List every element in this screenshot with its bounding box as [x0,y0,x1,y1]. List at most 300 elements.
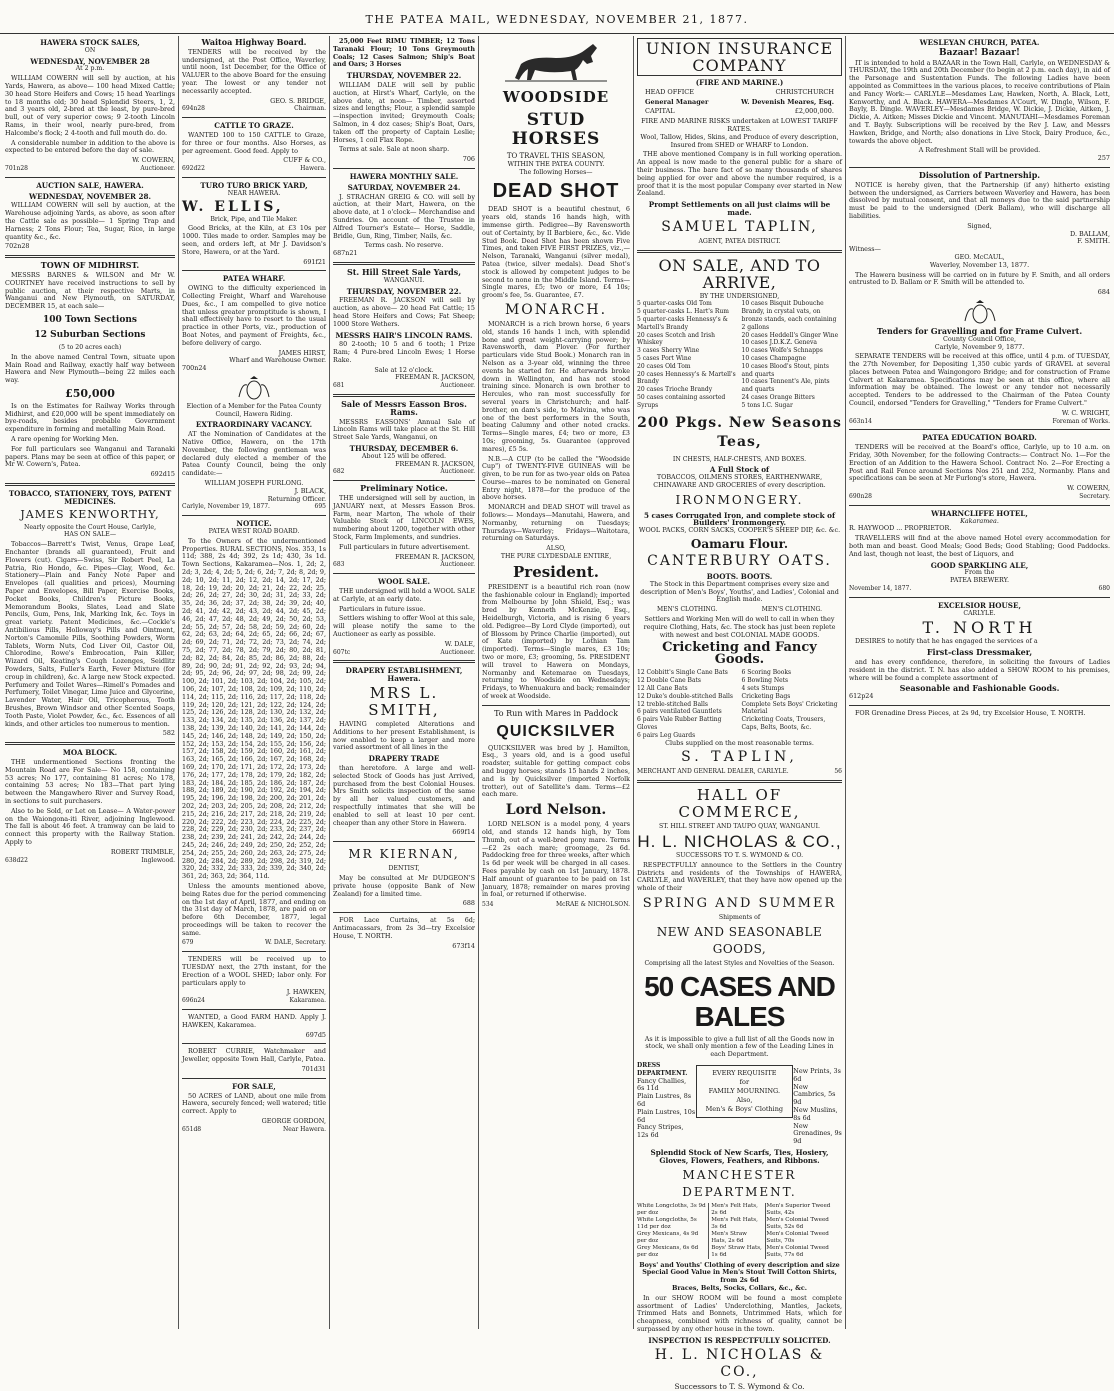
ad-body: In our SHOW ROOM will be found a most complete assortment of Ladies' Underclothing, Mantles, Jackets, Trimmed Hats and Bonnets, Untrimmed Hats, which for cheapness, combined with richness of quality, cannot be surpassed by any other house in the town. [637,1293,842,1333]
list-item: Men's Straw Hats, 2s 6d [711,1230,747,1244]
ad-subheading: IN CHESTS, HALF-CHESTS, AND BOXES. [672,455,807,463]
ad-ref: 688 [462,899,475,908]
ad-signature: W. C. WRIGHT, [1061,408,1110,417]
list-item: 12 Duke's double-stitched Balls [637,692,733,700]
ad-place: Inglewood. [141,856,175,864]
list-item: Plain Lustres, 10s 6d [637,1107,696,1124]
ad-date: WEDNESDAY, NOVEMBER 28. [29,191,151,201]
ad-date: Carlyle, November 19, 1877. [182,503,270,511]
horse-name: QUICKSILVER [496,722,616,740]
ad-body: Particulars in future issue. [339,604,426,613]
dept-list [637,1078,696,1140]
ad-body: QUICKSILVER was bred by J. Hamilton, Esq., 3 years old, and is a good useful roadster, suitable for getting compact cobs and buggy horses; stands 15 hands 2 inches, and is by Quicksilver (imported Norfolk trotter), out of Satellite's dam. Terms—£2 each mare. [482,743,630,799]
ad-subheading: (FIRE AND MARINE.) [695,78,784,87]
ad-body: AT the Nomination of Candidates at the Native Office, Hawera, on the 17th November, the following gentleman was declared duly elected a member of the Patea County Council, being the only candidate:— [182,430,326,478]
horse-name: DEAD SHOT [492,180,620,203]
ad-signature: J. BLACK, [294,486,326,495]
horse-icon [501,38,611,84]
ad-ref: 607tc [333,648,351,656]
ad-body: Terms cash. No reserve. [364,241,444,250]
ad-body: NOTICE is hereby given, that the Partnership (if any) hitherto existing between the undersigned, as Carriers between Waverley and Hawera, has been dissolved by mutual consent, and that all moneys due to the said partnership must be paid to the undersigned (Derk Ballam), who will discharge all liabilities. [849,180,1110,220]
ad-place: Near Hawera. [282,1125,326,1133]
ad-subheading: Shipments of [718,914,761,921]
list-item: 5 quarter-casks L. Hart's Rum [637,308,729,316]
ad-date: THURSDAY, NOVEMBER 22. [346,71,462,81]
ad-body: RESPECTFULLY announce to the Settlers in the Country Districts and residents of the Townships of HAWERA, CARLYLE, and WAVERLEY, that they have now opened up the whole of their [637,860,842,893]
ad-body: Good Bricks, at the Kiln, at £3 10s per 1000. Tiles made to order. Samples may be seen, and orders left, at Mr J. Davidson's Store, Hawera, or at the Yard. [182,224,326,256]
ad-name: S. TAPLIN, [681,749,798,766]
ad-date: SATURDAY, NOVEMBER 24. [347,182,461,192]
ad-body: PRESIDENT is a beautiful rich roan (now the fashionable colour in England); imported from Melbourne by John Shield, Esq.; was bred by Kenneth McKenzie, Esq., Heidelburgh, Victoria, and is rising 6 years old. Pedigree—By Lord Clyde (imported), out of Blossom by Prince Charlie (imported), out of Kate (imported) by Lothian Tam (imported). Terms—Single mares, £3 10s; two or more, £3; grooming, 5s. PRESIDENT will travel to Hawera on Mondays, Normanby and Ketemarae on Tuesdays, returning to Woodside on Wednesdays; Fridays, to Whenuakura and back; remainder of week at Woodside. [482,582,630,701]
ad-heading: Election of a Member for the Patea County Council, Hawera Riding. [186,402,322,418]
ad-date: WEDNESDAY, NOVEMBER 28 [30,56,150,66]
ad-body: N.B.—A CUP (to be called the "Woodside Cup") of TWENTY-FIVE GUINEAS will be given, to be run for as two-year olds on Patea Course—mares to be nominated on General Entry night, 1878—for the produce of the above horses. [482,454,630,502]
ad-place: Hawera. [300,165,326,173]
ad-subheading: THE PURE CLYDESDALE ENTIRE, [500,553,612,561]
ad-body: In the above named Central Town, situate upon Main Road and Railway, exactly half way between Hawera and New Plymouth—being 22 miles each way. [5,352,175,385]
list-item: Men's Felt Hats, 3s 6d [711,1216,758,1230]
ad-body: SEPARATE TENDERS will be received at this office, until 4 p.m. of TUESDAY, the 27th November, for Depositing 1,350 cubic yards of GRAVEL at several places between Patea and Waingongoro Bridge; and for construction of Frame Culvert at Kakaramea. Specifications may be seen at this office, where all information may be obtained. The lowest or any tender not necessarily accepted. Tenders to be addressed to the Chairman of the Patea County Council, endorsed "Tenders for Gravelling," "Tenders for Frame Culvert." [849,352,1110,408]
ad-body: THE undersigned will sell by auction, in JANUARY next, at Messrs Easson Bros. Farm, near Marton, The whole of their Valuable Stock of LINCOLN EWES, numbering about 1200, together with other Stock, Farm Implements, and sundries. [333,494,475,542]
list-item: Plain Lustres, 8s 6d [637,1092,692,1108]
ad-highlight: Oamaru Flour. [690,537,789,552]
ad-role: Auctioneer. [440,561,475,569]
ad-ref: 683 [333,561,345,569]
ad-heading: PATEA WHARF. [222,274,286,284]
list-item: 20 cases Old Tom [637,362,691,370]
ad-subheading: NEAR HAWERA. [227,189,281,197]
ad-name: SAMUEL TAPLIN, [661,218,818,235]
ad-ref: 696n24 [182,997,205,1005]
ad-highlight: MESSRS HAIR'S LINCOLN RAMS. [335,330,473,340]
list-item: 5 quarter-casks Old Tom [637,300,712,308]
ad-body: FREEMAN R. JACKSON will sell by auction, as above— 20 head Fat Cattle; 15 head Store Heifers and Cows; Fat Sheep; 1000 Store Wethers. [333,296,475,328]
ad-body: MESSRS BARNES & WILSON and Mr W. COURTNEY have received instructions to sell by public auction, at their respective Marts, in Wanganui and New Plymouth, on SATURDAY, DECEMBER 15, at each sale— [5,270,175,311]
ad-highlight: First-class Dressmaker, [926,647,1033,658]
ad-body: WILLIAM COWERN will sell by auction, at the Warehouse adjoining Yards, as above, as soon after the Cattle sale as possible— 1 Spring Trap and Harness; 2 Tons Flour; Tea, Sugar, Rice, in large quantity &c., &c. [5,201,175,241]
table-cell: W. Devenish Meares, Esq. [740,97,834,106]
ad-role: Auctioneer. [440,648,475,656]
ad-signature: F. SMITH. [1077,237,1110,246]
ad-heading: HAWERA STOCK SALES, [40,38,140,47]
ad-body: WANTED, a Good FARM HAND. Apply J. HAWKEN, Kakaramea. [182,1013,326,1029]
ad-heading: To Run with Mares in Paddock [494,708,618,718]
list-item: Grey Mexicans, 6s 6d per doz [637,1244,699,1258]
dept-list [793,1062,842,1146]
ad-subheading: Successors to T. S. Wymond & Co. [674,1381,805,1391]
ad-name: JAMES KENWORTHY, [20,507,160,521]
ad-highlight: 12 Suburban Sections [34,329,146,340]
list-item: 6 Scoring Books [741,669,792,677]
list-item: Cricketing Coats, Trousers, Caps, Belts, Boots, &c. [741,716,826,732]
ad-subheading: Brick, Pipe, and Tile Maker. [210,215,298,223]
ad-heading: WESLEYAN CHURCH, PATEA. [919,38,1040,47]
ad-body: WILLIAM DALE will sell by public auction, at Hirst's Wharf, Carlyle, on the above date, at noon— Timber, assorted sizes and lengths; Flour, a splendid sample—inspection invited; Greymouth Coals; Salmon, in 4 doz cases; Ship's Boat, Oars, taken off the property of Captain Leslie; Horses, 1 coil Flax Rope. [333,80,475,144]
ad-signature: FREEMAN R. JACKSON, [395,373,475,382]
ad-heading: DRAPERY ESTABLISHMENT, Hawera. [345,666,463,684]
ad-signature: FREEMAN R. JACKSON, [395,459,475,468]
ad-subheading: SUCCESSORS TO T. S. WYMOND & CO. [675,852,804,860]
ad-subheading: MEN'S CLOTHING. [761,606,822,614]
ad-heading: EXCELSIOR HOUSE, [938,600,1021,610]
ad-ref: 701d31 [301,1065,326,1074]
ad-subheading: INSPECTION IS RESPECTFULLY SOLICITED. [648,1335,831,1345]
ad-highlight: Bazaar! Bazaar! [939,47,1020,58]
list-item: 10 cases Bisquit Dubouche Brandy, in crystal vats, on bronze stands, each containing 2 gallons [741,300,837,331]
ad-role: Returning Officer. [267,494,326,503]
list-item: 12 All Cane Bats [637,685,688,693]
ad-heading: NOTICE. [236,519,272,529]
ad-signature: FREEMAN R. JACKSON, [395,552,475,561]
ad-body: The Stock in this Department comprises every size and description of Men's Boys', Youths', and Ladies', Colonial and English made. [640,579,839,604]
ad-body: MONARCH is a rich brown horse, 6 years old, stands 16 hands 1 inch, with splendid bone and great weight-carrying power; by Ravensworth, dam Plover. (For further particulars vide Stud Book.) Monarch ran in Nelson as a 3-year old, winning the three events he started for. He afterwards broke down in Wellington, and has not stood training since. Monarch is own brother to Hercules, who ran most successfully for several years in Christchurch; and half-brother, on dam's side, to Malvina, who was one of the best performers in the South, beating Calumny and other noted cracks. Terms—Single mares, £4; two or more, £3 10s; grooming, 5s. Guarantee (approved mares), £5 5s. [482,319,630,453]
ad-heading: TOBACCO, STATIONERY, TOYS, PATENT MEDICINES. [8,489,172,506]
list-item: 12 Cobbitt's Single Cane Bats [637,669,728,677]
ad-name: MR KIERNAN, [348,847,460,862]
list-item: Men's Colonial Tweed Suits, 77s 6d [766,1244,829,1258]
dept-list [637,1203,708,1259]
list-right [742,300,843,409]
ad-subheading: A Full Stock of [709,465,770,475]
ad-role: MERCHANT AND GENERAL DEALER, CARLYLE. [637,768,789,776]
ad-body: 80 2-tooth; 10 5 and 6 tooth; 1 Prize Ram; 4 Pure-bred Lincoln Ewes; 1 Horse Rake. [333,340,475,364]
list-item: 20 cases Heddell's Ginger Wine [741,331,839,339]
ad-signature: CUFF & CO., [283,156,326,165]
ad-heading: TOWN OF MIDHIRST. [40,260,140,271]
ad-heading: CATTLE TO GRAZE. [214,121,294,131]
ad-body: 5 cases Corrugated Iron, and complete stock of Builders' Ironmongery. [643,510,836,528]
ad-subheading: BY THE UNDERSIGNED, [699,292,780,300]
ad-signature: McRAE & NICHOLSON. [555,901,630,909]
ad-subheading: (5 to 20 acres each) [58,343,122,351]
ad-name: H. L. NICHOLAS & CO., [637,832,842,852]
list-item: Complete Sets Boys' Cricketing Material [741,700,838,716]
ad-subheading: Nearly opposite the Court House, Carlyle, [23,523,157,531]
ad-body: Splendid Stock of New Scarfs, Ties, Hosiery, Gloves, Flowers, Feathers, and Ribbons. [650,1147,829,1165]
ad-highlight: Seasonable and Fashionable Goods. [899,683,1060,694]
ad-heading: Preliminary Notice. [360,483,448,494]
ad-date: November 14, 1877. [849,585,912,593]
ad-signature: GEO. S. BRIDGE, [270,96,326,105]
list-item: Fancy Stripes, 12s 6d [637,1123,684,1140]
column-4 [478,36,633,1329]
ad-subheading: HAS ON SALE— [63,531,117,539]
list-item: Fancy Challies, 6s 11d [637,1076,687,1093]
ad-ref: 697d5 [305,1030,326,1039]
ad-ref: 692d15 [150,470,175,479]
ad-heading: AUCTION SALE, HAWERA. [36,180,144,190]
ad-body: Boys' and Youths' Clothing of every description and size [639,1260,840,1269]
ad-body: THE undersigned will hold a WOOL SALE at Carlyle, at an early date. [333,587,475,603]
ad-heading: MANCHESTER DEPARTMENT. [682,1167,797,1199]
ad-subheading: Carlyle, November 9, 1877. [934,342,1025,351]
list-item: White Longcloths, 5s 11d per doz [637,1216,697,1230]
ad-body: TENDERS will be received up to TUESDAY next, the 27th instant, for the Erection of a WOOL SHED; labor only. For particulars apply to [182,955,326,987]
ad-heading: WHARNCLIFFE HOTEL, [931,508,1028,518]
ad-date: THURSDAY, NOVEMBER 22. [346,286,462,296]
ad-name: MRS L. SMITH, [368,683,440,719]
table-cell: General Manager [645,97,709,106]
ad-body: Signed, [967,221,992,230]
ad-body: Special Good Value in Men's Stout Twill Cotton Shirts, from 2s 6d [642,1268,837,1285]
ad-subheading: DENTIST, [388,865,420,873]
list-item: 20 cases Scotch and Irish Whiskey [637,331,716,347]
ad-body: FOR Grenadine Dress Pieces, at 2s 9d, try Excelsior House, T. NORTH. [855,708,1086,717]
ad-subheading: PATEA WEST ROAD BOARD. [208,528,300,536]
ad-body: MESSRS EASSONS' Annual Sale of Lincoln Rams will take place at the St. Hill Street Sale Yards, Wanganui, on [333,417,475,442]
ad-heading: BOOTS. BOOTS. [706,572,773,582]
ad-body: WANTED 100 to 150 CATTLE to Graze, for three or four months. Also Horses, as per agreement. Good feed. Apply to [182,130,326,155]
dept-list [708,1203,766,1259]
ad-name: W. ELLIS, [182,198,284,215]
ad-time: Sale at 12 o'clock. [374,365,434,374]
ad-body: TRAVELLERS will find at the above named Hotel every accommodation for both man and beast. Good Meals; Good Beds; Good Stabling; Good Paddocks. And last, though not least, the best of Liquors, and [849,534,1110,558]
ad-body: TOBACCOS, OILMENS STORES, EARTHENWARE, CHINAWARE AND GROCERIES of every description. [653,473,826,489]
ad-signature: W. COWERN, [1067,484,1110,493]
column-2 [178,36,329,1329]
royal-crest-icon [960,299,1000,325]
ad-highlight: 100 Town Sections [43,314,137,325]
ad-ref: 638d22 [5,856,28,864]
ad-subheading: DRAPERY TRADE [368,754,440,764]
ad-subheading: ON [84,46,96,54]
list-item: Grey Mexicans, 4s 9d per doz [637,1230,699,1244]
box-text: FAMILY MOURNING. [708,1086,781,1095]
list-item: 20 cases Hennessy's & Martell's Brandy [637,370,736,386]
ad-ref: 257 [1097,154,1110,163]
ad-body: FOR Lace Curtains, at 5s 6d; Antimacassars, from 2s 3d—try Excelsior House, T. NORTH. [333,916,475,940]
list-item: 10 cases Tennent's Ale, pints and quarts [741,378,830,394]
ad-heading: Dissolution of Partnership. [918,169,1041,180]
ad-body: ROBERT CURRIE, Watchmaker and Jeweller, opposite Town Hall, Carlyle, Patea. [182,1047,326,1064]
ad-body: TENDERS will be received by the undersigned, at the Post Office, Waverley, until noon, 1st December, for the Office of VALUER to the above Board for the ensuing year. The lowest or any tender not necessarily accepted. [182,47,326,95]
box-text: Men's & Boys' Clothing [705,1104,784,1113]
royal-crest-icon [234,375,274,401]
ad-highlight: NEW AND SEASONABLE GOODS, [656,924,823,956]
list-item: 12 treble-stitched Balls [637,700,708,708]
column-1 [2,36,178,1329]
ad-ref: 679 [182,939,194,947]
list-item: New Grenadines, 9s 9d [793,1121,842,1146]
ad-body: IT is intended to hold a BAZAAR in the Town Hall, Carlyle, on WEDNESDAY & THURSDAY, the 19th and 20th December (to begin at 2 p.m. each day), in aid of the Parsonage and Sustentation Funds. The following Ladies have been appointed as Committees in the various places, to receive contributions of Plain and Fancy Work:— CARLYLE—Mesdames Law, Hawken, North, A. Black, Lett, Kenworthy, and A. Black. HAWERA—Mesdames A'Court, W. Dingle, Wilson, F. Bayly, B. Dingle. WAVERLEY—Mesdames Bridge, W. Dickie, J. Dickie, Aitken, J. Dickie, A. Aitken; Misses Dickie and Vincent. MANUTAHI—Mesdames Foreman and T. Bayly. Subscriptions will be received by the Rev J. Law, and Messrs Hawken, Bridge, and North; also donations in Live Stock, Dairy Produce, &c., towards the above object. [849,58,1110,145]
ad-signature: ROBERT TRIMBLE, [110,847,175,856]
ad-signature: D. BALLAM, [1070,229,1110,238]
ad-signature: W. COWERN, [132,156,175,165]
box-text: Also, [736,1095,753,1104]
list-item: 10 cases J.D.K.Z. Geneva [741,339,817,347]
ad-ref: 651d8 [182,1125,202,1133]
ad-body: For full particulars see Wanganui and Taranaki papers. Plans may be seen at office of this paper, or Mr W. Cowern's, Patea. [5,444,175,469]
ad-body: Also to be Sold, or Let on Lease— A Water-power on the Waiongona-iti River, adjoining Inglewood. The fall is about 46 feet. A tramway can be laid to connect this property with the Railway Station. Apply to [5,806,175,846]
ad-heading: STUD HORSES [511,110,601,149]
ad-heading: WOOL SALE. [378,577,430,587]
ad-role: Secretary. [1079,493,1110,501]
ad-highlight: 50 CASES AND BALES [644,970,835,1032]
ad-heading: PATEA EDUCATION BOARD. [922,433,1037,443]
ad-body: THE undermentioned Sections fronting the Mountain Road are For Sale— No 158, containing 53 acres; No 177, containing 81 acres; No 178, containing 53 acres; No 183—That part lying between the Mangawhero River and Survey Road, in sections to suit purchasers. [5,757,175,805]
ad-body: About 125 will be offered. [361,451,447,460]
list-item: 10 cases Blood's Stout, pints and quarts [741,362,829,378]
list-right [742,669,843,739]
ad-signature: JAMES HIRST, [278,348,326,357]
horse-name: Lord Nelson. [505,802,607,819]
ad-body: FIRE AND MARINE RISKS undertaken at LOWEST TARIFF RATES. [641,117,838,133]
list-item: 50 cases containing assorted Syrups [637,393,726,409]
ad-body: Terms at sale. Sale at noon sharp. [339,145,450,154]
masthead: THE PATEA MAIL, WEDNESDAY, NOVEMBER 21, 1877. [0,0,1114,34]
dept-list [766,1203,842,1259]
ad-ref: 56 [834,768,842,776]
ad-role: Auctioneer. [440,382,475,390]
ad-heading: Waitoa Highway Board. [201,37,307,47]
ad-ref: 582 [162,729,175,738]
ad-subheading: County Council Office, [942,334,1017,343]
ad-subheading: EXTRAORDINARY VACANCY. [195,420,313,430]
list-item: White Longcloths, 3s 9d per doz [637,1202,706,1216]
ad-subheading: Comprising all the latest Styles and Novelties of the Season. [644,959,835,967]
ad-ref: 534 [482,901,494,909]
ad-role: Auctioneer. [140,164,175,172]
ad-body: 25,000 Feet RIMU TIMBER; 12 Tons Taranaki Flour; 10 Tons Greymouth Coals; 12 Cases Salmon; Ship's Boat and Oars; 3 Horses [333,37,475,69]
list-item: New Prints, 3s 6d [793,1066,841,1083]
ad-heading: Cricketing and Fancy Goods. [662,640,817,668]
ad-ref: 680 [1098,585,1110,593]
list-item: New Muslins, 8s 6d [793,1105,838,1122]
ad-body: DESIRES to notify that he has engaged the services of a [855,637,1038,646]
table-cell: CAPITAL [645,107,675,116]
ad-ref: 669f14 [452,828,475,837]
ad-heading: Tenders for Gravelling and for Frame Culvert. [876,325,1083,336]
ad-name: WILLIAM JOSEPH FURLONG. [204,479,304,488]
ad-body: MONARCH and DEAD SHOT will travel as follows:— Mondays—Manutahi, Hawera, and Normanby, returning on Tuesdays; Thursdays—Waverley; Fridays—Waitotara, returning on Saturdays. [482,503,630,543]
ad-ref: 690n28 [849,493,872,501]
ad-body: Witness— [849,245,881,254]
ad-subheading: WANGANUI. [383,276,425,284]
ad-signature: GEORGE GORDON, [261,1117,326,1126]
ad-heading: HAWERA MONTHLY SALE. [349,171,459,181]
list-item: Cricketing Bags [741,692,791,700]
ad-amount: £50,000 [65,386,115,400]
column-6 [845,36,1113,1329]
ad-subheading: Kakaramea. [960,516,999,525]
ad-heading: TURO TURO BRICK YARD, [200,180,308,190]
ad-body: LORD NELSON is a model pony, 4 years old, and stands 12 hands high, by Tom Thumb, out of a well-bred pony mare. Terms—£2 2s each mare; groomage, 2s 6d. Paddocking free for three weeks, after which 1s 6d per week will be charged in all cases. Fees payable by cash on 1st January, 1878. Half amount of guarantee to be paid on 1st January, 1878; remainder on mares proving in foal, or returned if otherwise. [482,820,630,899]
ad-body: and has every confidence, therefore, in soliciting the favours of Ladies resident in the district. T. N. has also added a SHOW ROOM to his premises, where will be found a complete assortment of [849,658,1110,682]
ad-body: OWING to the difficulty experienced in Collecting Freight, Wharf and Warehouse Dues, &c., I am compelled to give notice that unless greater promptitude is shown, I shall effectively have to resort to the usual practice in other Ports, viz., production of Boat Notes, and payment of Freights, &c., before delivery of cargo. [182,284,326,347]
ad-subheading: From the [964,568,995,577]
ad-subheading: TO TRAVEL THIS SEASON, [506,152,606,160]
ad-ref: 694n28 [182,105,205,113]
list-item: 6 Bowling Nets [741,677,789,685]
ad-highlight: Prompt Settlements on all just claims will be made. [648,200,831,217]
ad-ref: 663n14 [849,417,872,425]
ad-body: May be consulted at Mr DUDGEON'S private house (opposite Bank of New Zealand) for a limited time. [333,873,475,898]
list-item: 12 Double Cane Bats [637,677,702,685]
ad-signature: GEO. McCAUL, [954,252,1005,261]
ad-heading: UNION INSURANCE COMPANY [637,38,842,76]
mourning-box [696,1065,794,1118]
ad-body: HAVING completed Alterations and Additions to her present Establishment, is now enabled to keep a larger and more varied assortment of all lines in the [333,719,475,752]
ad-owner: R. HAYWOOD ... PROPRIETOR. [849,524,952,533]
column-3 [329,36,478,1329]
ad-place: Kakaramea. [289,997,326,1005]
list-item: 10 cases Wolfe's Schnapps [741,347,823,355]
ad-highlight: 200 Pkgs. New Seasons Teas, [637,414,842,450]
list-item: Men's Felt Hats, 2s 6d [711,1202,758,1216]
ad-subheading: WITHIN THE PATEA COUNTY. [507,160,605,168]
ad-role: Auctioneer. [440,468,475,476]
ad-body: TENDERS will be received at the Board's office, Carlyle, up to 10 a.m. on Friday, 30th November, for the following Contracts:— Contract No. 1—For the Erection of an Addition to the Hawera School. Contract No. 2—For Erecting a Post and Rail Fence around Sections Nos 251 and 252, Normanby. Plans and specifications can be seen at Mr Furlong's store, Hawera. [849,443,1110,483]
ad-heading: FOR SALE, [232,1081,276,1091]
list-item: 4 sets Stumps [741,685,785,693]
ad-body: J. STRACHAN GREIG & CO. will sell by auction, at their Mart, Hawera, on the above date, at 1 o'clock— Merchandise and Sundries. On account of the Trustee in Alfred Tourner's Estate— Horse, Saddle, Bridle, Gun, Ring, Timber, Nails, &c. [333,192,475,240]
ad-subheading: MEN'S CLOTHING. [657,606,718,614]
ad-signature: J. HAWKEN, [286,988,326,997]
table-cell: CHRISTCHURCH [775,87,834,96]
ad-body: Full particulars in future advertisement. [339,542,470,551]
list-left [637,669,738,739]
ad-date: THURSDAY, DECEMBER 6. [349,444,459,454]
list-item: 20 cases Trioche Brandy [637,386,713,394]
ad-body: Settlers wishing to offer Wool at this sale, will please notify the same to the Auctioneer as early as possible. [333,614,475,638]
ad-signature: W. DALE, [444,639,475,648]
dept-heading: DRESS DEPARTMENT. [637,1061,688,1077]
list-item: 5 quarter-casks Hennessy's & Martell's Brandy [637,315,728,331]
ad-ref: 700n24 [182,364,207,373]
ad-body: Unless the amounts mentioned above, being Rates due for the period commencing on the 1st day of April, 1877, and ending on the 31st day of March, 1878, are paid on or before 6th December, 1877, legal proceedings will be taken to recover the same. [182,881,326,937]
list-item: Men's Colonial Tweed Suits, 70s [766,1230,829,1244]
ad-subheading: ST. HILL STREET AND TAUPO QUAY, WANGANUI. [659,823,820,831]
ad-time: At 2 p.m. [75,65,105,73]
list-item: New Cambrics, 5s 9d [793,1082,836,1107]
ad-role: Chairman. [294,105,326,113]
ad-subheading: ALSO, [546,545,566,553]
ad-ref: 612p24 [849,692,874,701]
ad-highlight: CANTERBURY OATS. [647,553,832,570]
list-item: Men's Colonial Tweed Suits, 52s 6d [766,1216,829,1230]
list-item: 24 cases Orange Bitters [741,393,815,401]
horse-name: President. [513,562,599,581]
column-5 [633,36,845,1391]
horse-name: MONARCH. [504,301,608,318]
table-cell: HEAD OFFICE [645,87,695,96]
ad-heading: WOODSIDE [502,88,610,106]
list-item: 5 tons I.C. Sugar [741,401,793,409]
ad-ref: 691f21 [303,257,326,266]
list-item: 5 cases Port Wine [637,354,692,362]
ad-body: Braces, Belts, Socks, Collars, &c., &c. [671,1283,808,1292]
ad-body: A Refreshment Stall will be provided. [918,146,1041,155]
ad-ref: 702n28 [5,242,30,251]
ad-ref: 692d22 [182,165,205,173]
ad-subheading: The following Horses— [519,168,593,176]
ad-body: Is on the Estimates for Railway Works through Midhirst, and £20,000 will be spent immediately on bye-roads, besides probable Government expenditure in forming and metalling Main Road. [5,401,175,434]
ad-body: Tobaccos—Barrett's Twist, Venus, Grape Leaf, Enchanter (brands all guaranteed), Fruit and Flowers (cut). Cigars—Swiss, Sir Robert Peel, La Patria, Rio Hondo, &c. Pipes—Clay, Wood, &c. Stationery—Plain and Fancy Note Paper and Envelopes (all qualities and prices), Mourning Paper and Envelopes, Bill Paper, Exercise Books, Pocket Books, Children's Picture Books, Memorandum Books, Slates, Lead and Slate Pencils, Gum, Pens, Ink, Marking Ink, &c. Toys in great variety. Patent Medicines, &c.—Cockle's Antibilious Pills, Holloway's Pills and Ointment, Norton's Camomile Pills, Soothing Powders, Worm Tablets, Worm Nuts, Cod Liver Oil, Castor Oil, Chlorodine, Rowe's Embrocation, Pain Killer, Wizard Oil, Keating's Cough Lozenges, Seidlitz Powders, Salts, Fuller's Earth, Fever Mixture (for croup in children), &c. A large new Stock expected. Perfumery and Toilet Wares—Rimell's Pomades and Perfumery, Toilet Vinegar, Lime Juice and Glycerine, Lavender Water, Hair Oil, Tricopherous, Tooth Brushes, Brown Windsor and other Scented Soaps, Tooth Paste, Violet Powder, &c., &c. Essences of all kinds, and other articles too numerous to mention. [5,540,175,728]
ad-signature: W. DALE, Secretary. [264,939,326,947]
ad-ref: 701n28 [5,164,28,172]
ad-body: than heretofore. A large and well-selected Stock of Goods has just Arrived, purchased from the best Colonial Houses. Mrs Smith solicits inspection of the same by all her valued customers, and respectfully intimates that she will be enabled to sell at least 10 per cent. cheaper than any other Store in Hawera. [333,763,475,827]
ad-subheading: PATEA BREWERY. [950,576,1009,585]
box-text: for [739,1077,750,1086]
ad-heading: HALL OF COMMERCE, [678,786,801,822]
table-cell: £2,000,000. [794,107,834,116]
ad-name: H. L. NICHOLAS & CO., [654,1346,825,1380]
ad-body: 50 ACRES of LAND, about one mile from Hawera, securely fenced; well watered; title correct. Apply to [182,1091,326,1116]
list-item: Men's Superior Tweed Suits, 42s [766,1202,831,1216]
ad-heading: St. Hill Street Sale Yards, [346,266,462,277]
ad-role: Foreman of Works. [1052,417,1110,425]
ad-date: Waverley, November 13, 1877. [929,260,1030,269]
